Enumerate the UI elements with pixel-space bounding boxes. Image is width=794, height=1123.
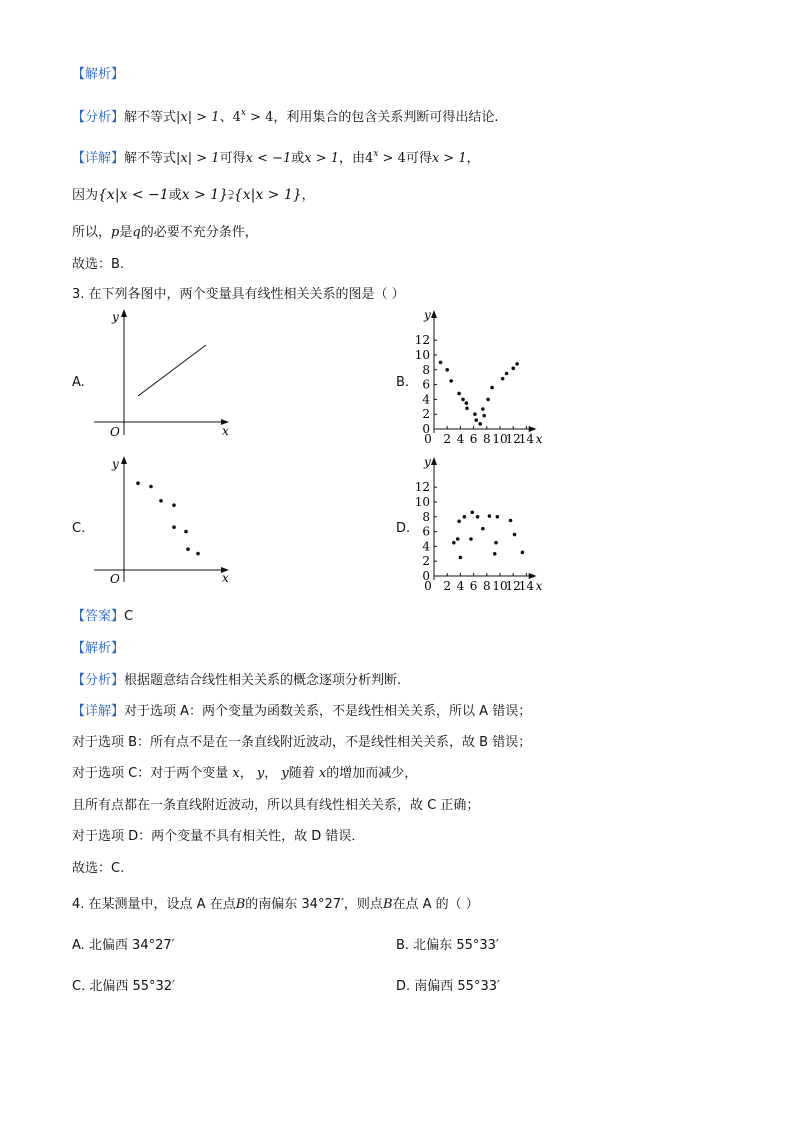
math: > 4 bbox=[378, 151, 406, 166]
y-tick-label: 10 bbox=[414, 348, 430, 362]
scatter-point bbox=[501, 377, 505, 381]
y-tick-label: 0 bbox=[422, 422, 430, 436]
x-tick-label: 6 bbox=[469, 579, 478, 593]
math: B bbox=[382, 897, 393, 912]
scatter-point bbox=[459, 556, 463, 560]
y-arrow bbox=[121, 309, 127, 317]
q4-stem bbox=[72, 896, 479, 914]
scatter-point bbox=[439, 361, 443, 365]
detail-line-5: 且所有点都在一条直线附近波动，所以具有线性相关关系，故 C 正确； bbox=[72, 798, 480, 813]
text: ， bbox=[239, 766, 253, 781]
q4-option-c: C. 北偏西 55°32′ bbox=[72, 979, 176, 994]
text: 在点 A 的（ ） bbox=[392, 897, 479, 912]
detail-tag: 【详解】 bbox=[72, 704, 125, 719]
scatter-point bbox=[496, 515, 500, 519]
x-tick-label: 2 bbox=[443, 579, 452, 593]
answer-value: C bbox=[124, 609, 134, 624]
scatter-point bbox=[172, 525, 176, 529]
y-tick-label: 12 bbox=[414, 480, 430, 495]
scatter-point bbox=[136, 481, 140, 485]
math: p bbox=[111, 225, 120, 240]
text: 或 bbox=[291, 151, 305, 166]
x-label: x bbox=[535, 432, 543, 446]
text: 解不等式 bbox=[124, 110, 177, 125]
origin-label: O bbox=[110, 425, 120, 439]
text: ， bbox=[264, 766, 278, 781]
math: |x| > 1 bbox=[176, 110, 220, 125]
text: 根据题意结合线性相关关系的概念逐项分析判断. bbox=[124, 673, 402, 688]
scatter-point bbox=[449, 379, 453, 383]
therefore-line bbox=[72, 224, 258, 242]
answer-tag: 【答案】 bbox=[72, 609, 125, 624]
x-tick-label: 6 bbox=[469, 432, 478, 446]
x-tick-label: 12 bbox=[505, 432, 521, 446]
math: |x| > 1 bbox=[176, 151, 220, 166]
y-tick-label: 4 bbox=[422, 392, 430, 407]
analysis-line-2 bbox=[72, 672, 401, 690]
text: 或 bbox=[168, 188, 182, 203]
option-c-label: C. bbox=[72, 521, 86, 536]
text: ，利用集合的包含关系判断可得出结论. bbox=[273, 110, 499, 125]
option-a-label: A. bbox=[72, 375, 85, 390]
scatter-point bbox=[196, 552, 200, 556]
text: 所以， bbox=[72, 225, 112, 240]
supset-symbol: ⫌ bbox=[228, 188, 234, 203]
text: 随着 bbox=[288, 766, 315, 781]
answer-line bbox=[72, 608, 133, 626]
y-tick-label: 6 bbox=[422, 377, 430, 392]
math: y bbox=[256, 766, 265, 781]
x-label: x bbox=[222, 424, 229, 438]
scatter-point bbox=[486, 398, 490, 402]
x-tick-label: 0 bbox=[424, 432, 432, 446]
x-tick-label: 0 bbox=[424, 579, 432, 593]
scatter-point bbox=[482, 414, 486, 418]
text: 对于选项 C：对于两个变量 bbox=[72, 766, 229, 781]
y-tick-label: 12 bbox=[414, 333, 430, 348]
scatter-point bbox=[481, 407, 485, 411]
x-tick-label: 10 bbox=[492, 579, 508, 593]
y-arrow bbox=[431, 457, 437, 465]
scatter-point bbox=[494, 541, 498, 545]
y-tick-label: 8 bbox=[422, 362, 430, 377]
math: B bbox=[235, 897, 246, 912]
detail-line-6: 对于选项 D：两个变量不具有相关性，故 D 错误． bbox=[72, 829, 365, 844]
y-tick-label: 0 bbox=[422, 569, 430, 583]
scatter-point bbox=[159, 499, 163, 503]
scatter-point bbox=[457, 392, 461, 396]
plot-d bbox=[408, 452, 568, 594]
choice-line-2: 故选：C. bbox=[72, 861, 125, 876]
choice-line-1: 故选：B. bbox=[72, 257, 125, 272]
detail-line-3: 对于选项 B：所有点不是在一条直线附近波动，不是线性相关关系，故 B 错误； bbox=[72, 735, 532, 750]
scatter-point bbox=[465, 406, 469, 410]
plot-a-line bbox=[138, 345, 206, 396]
q4-option-b: B. 北偏东 55°33′ bbox=[396, 938, 499, 953]
y-label: y bbox=[424, 455, 431, 469]
scatter-point bbox=[452, 541, 456, 545]
scatter-point bbox=[463, 515, 467, 519]
x-tick-label: 8 bbox=[482, 432, 491, 446]
x-tick-label: 8 bbox=[482, 579, 491, 593]
detail-line-4 bbox=[72, 765, 417, 783]
detail-line-2 bbox=[72, 703, 531, 721]
scatter-point bbox=[505, 372, 509, 376]
scatter-point bbox=[465, 401, 469, 405]
x-tick-label: 14 bbox=[518, 579, 535, 593]
math-set: {x|x > 1} bbox=[233, 187, 302, 203]
math-set: x > 1} bbox=[181, 187, 229, 203]
text: ，由 bbox=[339, 151, 366, 166]
scatter-point bbox=[149, 485, 153, 489]
x-tick-label: 2 bbox=[443, 432, 452, 446]
y-tick-label: 2 bbox=[422, 554, 430, 569]
q3-stem: 3. 在下列各图中，两个变量具有线性相关关系的图是（ ） bbox=[72, 287, 405, 302]
math: x bbox=[318, 766, 327, 781]
text: 的增加而减少， bbox=[326, 766, 418, 781]
scatter-point bbox=[457, 519, 461, 523]
analysis-tag: 【分析】 bbox=[72, 110, 125, 125]
y-tick-label: 2 bbox=[422, 407, 430, 422]
scatter-point bbox=[521, 551, 525, 555]
scatter-point bbox=[481, 527, 485, 531]
y-label: y bbox=[112, 457, 119, 471]
text: 对于选项 A：两个变量为函数关系，不是线性相关关系，所以 A 错误； bbox=[124, 704, 532, 719]
scatter-point bbox=[172, 503, 176, 507]
plot-b bbox=[408, 305, 568, 447]
text: 因为 bbox=[72, 188, 99, 203]
jiexi-tag-1: 【解析】 bbox=[72, 67, 125, 82]
math: x > 1 bbox=[431, 151, 467, 166]
math: 4 bbox=[365, 151, 374, 166]
math: x bbox=[232, 766, 240, 781]
q4-option-d: D. 南偏西 55°33′ bbox=[396, 979, 500, 994]
math: x > 1 bbox=[304, 151, 340, 166]
jiexi-tag-2: 【解析】 bbox=[72, 641, 125, 656]
scatter-point bbox=[456, 537, 460, 541]
scatter-point bbox=[493, 552, 497, 556]
origin-label: O bbox=[110, 572, 120, 586]
plot-c bbox=[88, 452, 238, 587]
math: 4 bbox=[232, 110, 241, 125]
analysis-tag: 【分析】 bbox=[72, 673, 125, 688]
option-d-label: D. bbox=[396, 521, 411, 536]
text: 4. 在某测量中，设点 A 在点 bbox=[72, 897, 236, 912]
math: > 4 bbox=[245, 110, 274, 125]
text: 是 bbox=[119, 225, 133, 240]
math: q bbox=[132, 225, 141, 240]
q4-option-a: A. 北偏西 34°27′ bbox=[72, 938, 175, 953]
math-set: {x|x < −1 bbox=[98, 187, 169, 203]
scatter-point bbox=[461, 398, 465, 402]
scatter-point bbox=[490, 386, 494, 390]
text: 、 bbox=[219, 110, 233, 125]
y-label: y bbox=[112, 310, 119, 324]
y-tick-label: 10 bbox=[414, 495, 430, 509]
y-tick-label: 4 bbox=[422, 539, 430, 554]
text: 可得 bbox=[405, 151, 432, 166]
math: x < −1 bbox=[245, 151, 292, 166]
scatter-point bbox=[469, 537, 473, 541]
text: 可得 bbox=[219, 151, 246, 166]
math-exp: x bbox=[373, 149, 379, 159]
detail-tag: 【详解】 bbox=[72, 151, 125, 166]
y-arrow bbox=[431, 310, 437, 318]
scatter-point bbox=[515, 362, 519, 366]
detail-line-1 bbox=[72, 145, 480, 168]
plot-a bbox=[88, 305, 238, 440]
scatter-point bbox=[511, 367, 515, 371]
scatter-point bbox=[476, 515, 480, 519]
x-label: x bbox=[222, 571, 229, 585]
scatter-point bbox=[184, 530, 188, 534]
scatter-point bbox=[473, 412, 477, 416]
text: 的南偏东 34°27′，则点 bbox=[245, 897, 383, 912]
scatter-point bbox=[488, 514, 492, 518]
math-exp: x bbox=[240, 108, 246, 118]
scatter-point bbox=[445, 368, 449, 372]
x-tick-label: 12 bbox=[505, 579, 521, 593]
y-label: y bbox=[424, 308, 431, 322]
y-tick-label: 6 bbox=[422, 524, 430, 539]
x-label: x bbox=[535, 579, 543, 593]
scatter-point bbox=[509, 519, 513, 523]
text: 的必要不充分条件， bbox=[140, 225, 258, 240]
scatter-point bbox=[474, 418, 478, 422]
option-b-label: B. bbox=[396, 375, 410, 390]
because-line bbox=[72, 186, 315, 205]
text: ， bbox=[301, 188, 315, 203]
y-tick-label: 8 bbox=[422, 509, 430, 524]
analysis-line-1 bbox=[72, 104, 499, 127]
x-tick-label: 14 bbox=[518, 432, 535, 446]
scatter-point bbox=[513, 533, 517, 537]
text: 解不等式 bbox=[124, 151, 177, 166]
scatter-point bbox=[478, 422, 482, 426]
scatter-point bbox=[186, 547, 190, 551]
math: y bbox=[281, 766, 289, 781]
x-tick-label: 10 bbox=[492, 432, 508, 446]
y-arrow bbox=[121, 456, 127, 464]
scatter-point bbox=[470, 511, 474, 515]
x-tick-label: 4 bbox=[456, 579, 465, 593]
x-tick-label: 4 bbox=[456, 432, 465, 446]
text: ， bbox=[466, 151, 480, 166]
